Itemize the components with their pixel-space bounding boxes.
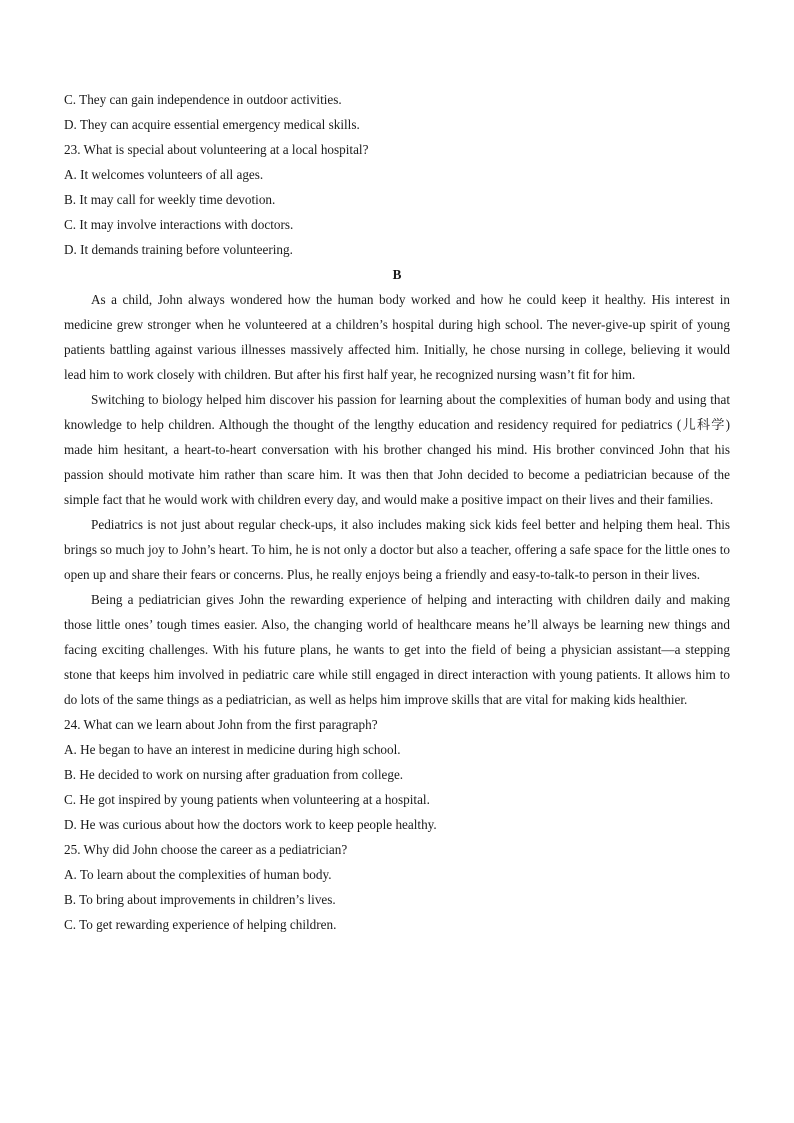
q25-option-c: C. To get rewarding experience of helping children. [64,917,337,932]
q24-option-d: D. He was curious about how the doctors work to keep people healthy. [64,817,437,832]
q25-question: 25. Why did John choose the career as a pediatrician? [64,842,348,857]
passage-b-paragraph-4: Being a pediatrician gives John the rewarding experience of helping and interacting with children daily and making those little ones’ tough times easier. Also, the changing world of healthcare means he’ll always be learning new things and facing exciting challenges. With his future plans, he wants to get into the field of being a physician assistant—a stepping stone that keeps him involved in pediatric care while still engaged in direct interaction with young patients. It allows him to do lots of the same things as a pediatrician, as well as helps him improve skills that are vital for making kids healthier. [64,592,730,707]
q23-question: 23. What is special about volunteering at a local hospital? [64,142,369,157]
document-page [64,87,730,937]
q24-option-c: C. He got inspired by young patients when volunteering at a hospital. [64,792,430,807]
q25-option-b: B. To bring about improvements in children’s lives. [64,892,336,907]
q23-option-c: C. It may involve interactions with doctors. [64,217,294,232]
q24-option-a: A. He began to have an interest in medicine during high school. [64,742,401,757]
passage-b-paragraph-3: Pediatrics is not just about regular check-ups, it also includes making sick kids feel better and helping them heal. This brings so much joy to John’s heart. To him, he is not only a doctor but also a teacher, offering a safe space for the little ones to open up and share their fears or concerns. Plus, he really enjoys being a friendly and easy-to-talk-to person in their lives. [64,517,730,582]
q22-option-d: D. They can acquire essential emergency medical skills. [64,117,360,132]
passage-b-paragraph-2: Switching to biology helped him discover his passion for learning about the complexities of human body and using that knowledge to help children. Although the thought of the lengthy education and residency required for pediatrics (儿科学) made him hesitant, a heart-to-heart conversation with his brother changed his mind. His brother convinced John that his passion should motivate him rather than scare him. It was then that John decided to become a pediatrician because of the simple fact that he would work with children every day, and would make a positive impact on their lives and their families. [64,392,730,507]
q25-option-a: A. To learn about the complexities of human body. [64,867,332,882]
q23-option-d: D. It demands training before volunteering. [64,242,293,257]
q24-question: 24. What can we learn about John from the first paragraph? [64,717,378,732]
passage-b-paragraph-1: As a child, John always wondered how the human body worked and how he could keep it healthy. His interest in medicine grew stronger when he volunteered at a children’s hospital during high school. The never-give-up spirit of young patients battling against various illnesses massively affected him. Initially, he chose nursing in college, believing it would lead him to work closely with children. But after his first half year, he recognized nursing wasn’t fit for him. [64,292,730,382]
passage-b-title: B [392,267,402,282]
q22-option-c: C. They can gain independence in outdoor activities. [64,92,342,107]
q23-option-a: A. It welcomes volunteers of all ages. [64,167,264,182]
q23-option-b: B. It may call for weekly time devotion. [64,192,276,207]
q24-option-b: B. He decided to work on nursing after graduation from college. [64,767,404,782]
